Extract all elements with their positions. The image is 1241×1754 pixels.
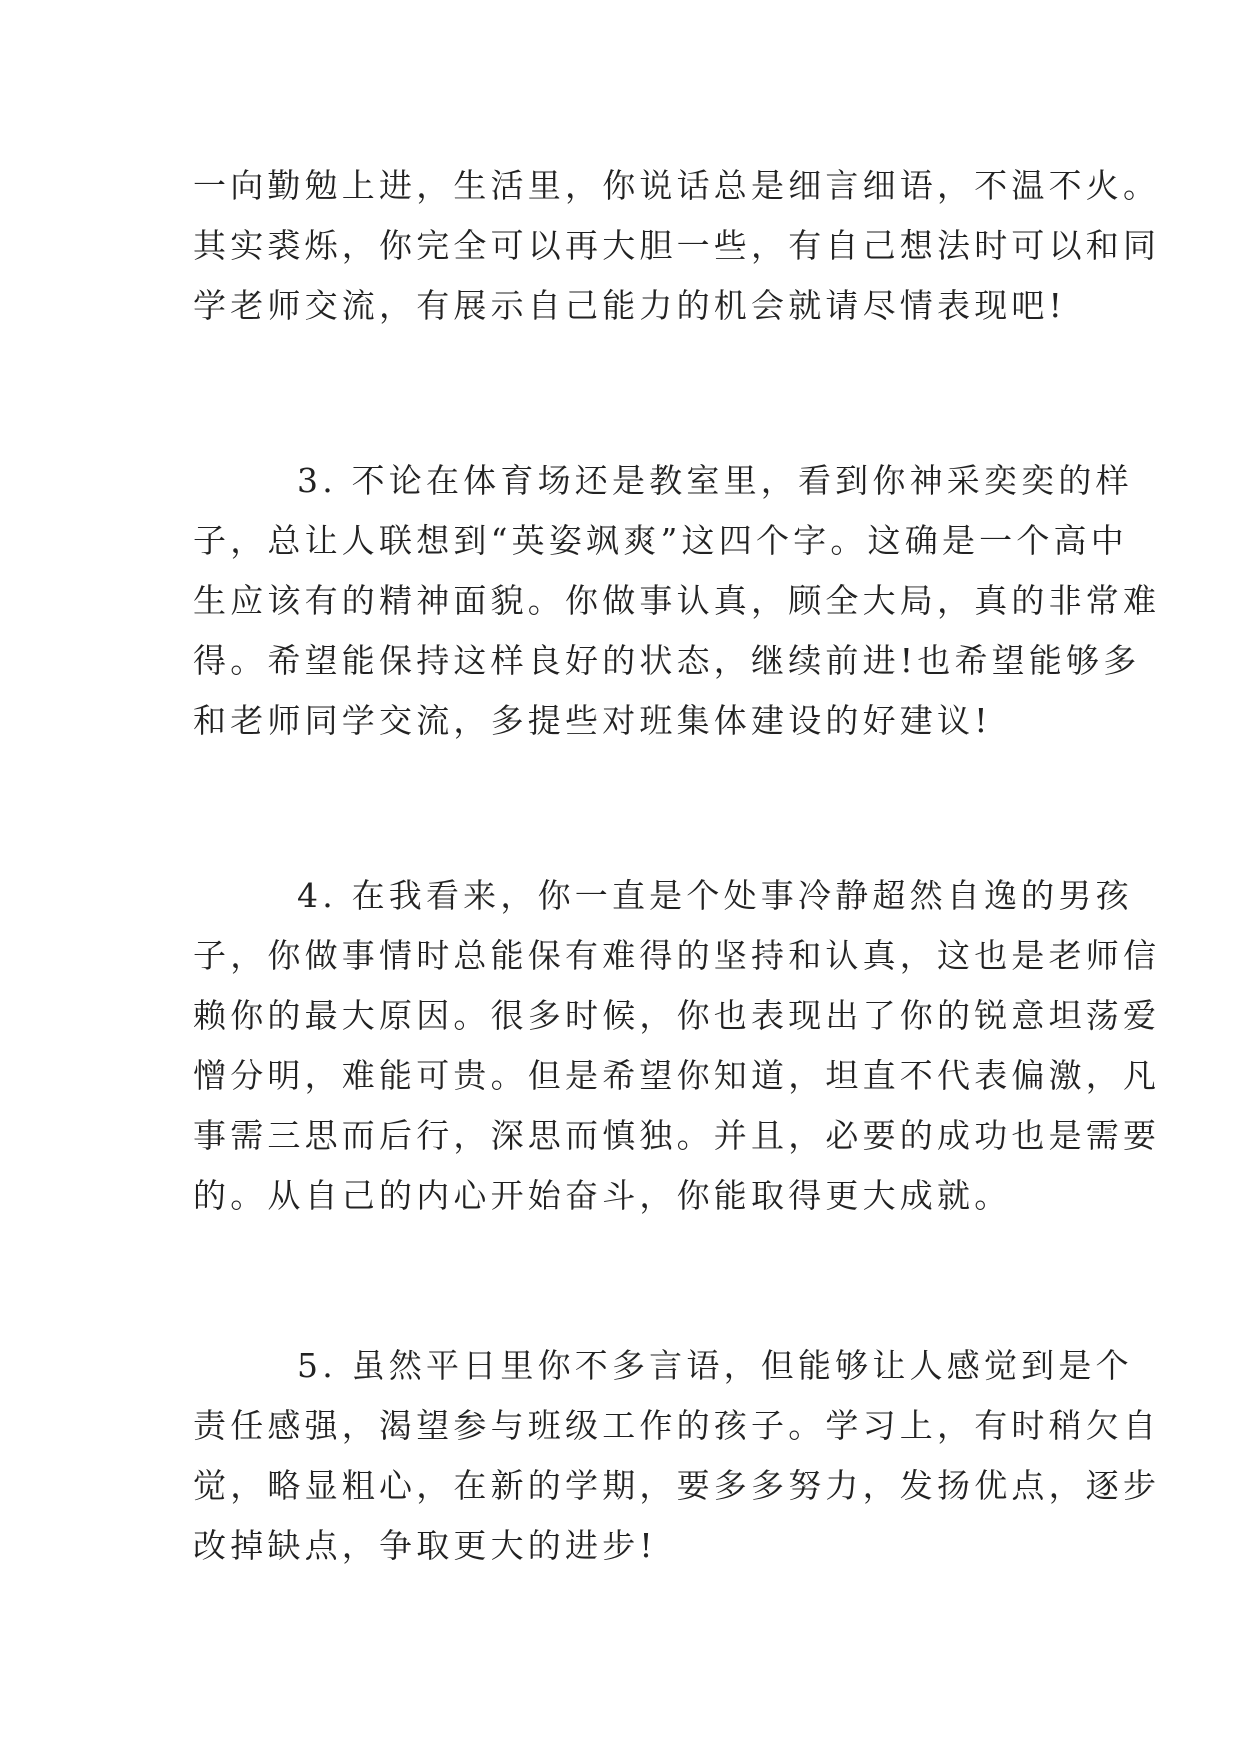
paragraph-line: 子，总让人联想到“英姿飒爽”这四个字。这确是一个高中 — [193, 521, 1128, 560]
paragraph-line: 责任感强，渴望参与班级工作的孩子。学习上，有时稍欠自 — [193, 1406, 1161, 1445]
paragraph-line: 改掉缺点，争取更大的进步! — [193, 1526, 657, 1565]
paragraph-line: 事需三思而后行，深思而慎独。并且，必要的成功也是需要 — [193, 1116, 1161, 1155]
paragraph-line-first: 3. 不论在体育场还是教室里，看到你神采奕奕的样 — [297, 461, 1133, 500]
paragraph-line: 和老师同学交流，多提些对班集体建设的好建议! — [193, 701, 992, 740]
paragraph-line: 觉，略显粗心，在新的学期，要多多努力，发扬优点，逐步 — [193, 1466, 1161, 1505]
paragraph-line: 其实裘烁，你完全可以再大胆一些，有自己想法时可以和同 — [193, 226, 1161, 265]
paragraph-line: 得。希望能保持这样良好的状态，继续前进!也希望能够多 — [193, 641, 1141, 680]
paragraph-line-first: 4. 在我看来，你一直是个处事冷静超然自逸的男孩 — [297, 876, 1133, 915]
paragraph-line: 憎分明，难能可贵。但是希望你知道，坦直不代表偏激，凡 — [193, 1056, 1161, 1095]
paragraph-line: 赖你的最大原因。很多时候，你也表现出了你的锐意坦荡爱 — [193, 996, 1161, 1035]
paragraph-line: 生应该有的精神面貌。你做事认真，顾全大局，真的非常难 — [193, 581, 1161, 620]
paragraph-line: 的。从自己的内心开始奋斗，你能取得更大成就。 — [193, 1176, 1012, 1215]
paragraph-line: 学老师交流，有展示自己能力的机会就请尽情表现吧! — [193, 286, 1067, 325]
paragraph-line-first: 5. 虽然平日里你不多言语，但能够让人感觉到是个 — [297, 1346, 1133, 1385]
paragraph-line: 子，你做事情时总能保有难得的坚持和认真，这也是老师信 — [193, 936, 1161, 975]
paragraph-line: 一向勤勉上进，生活里，你说话总是细言细语，不温不火。 — [193, 166, 1161, 205]
